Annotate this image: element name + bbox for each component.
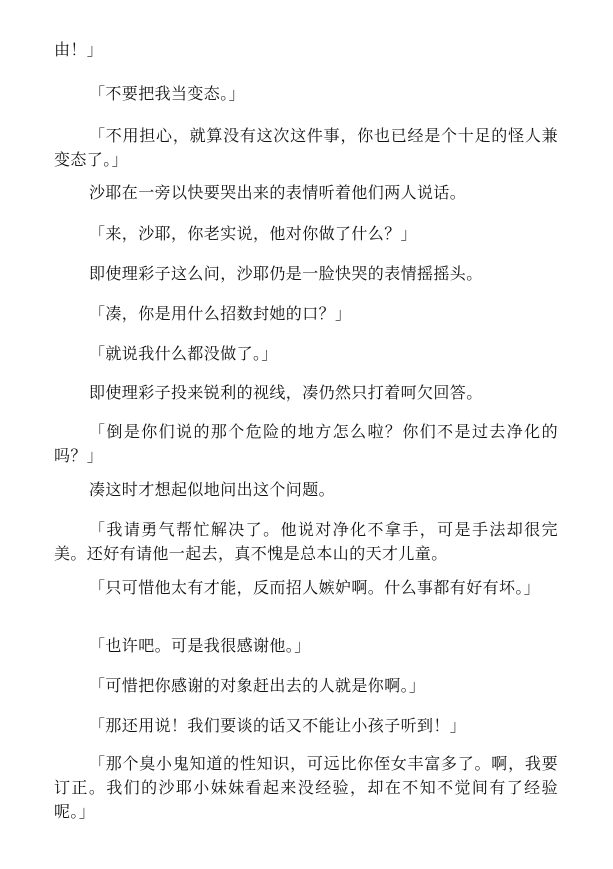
paragraph-15: 「可惜把你感谢的对象赶出去的人就是你啊。」 <box>89 676 426 695</box>
paragraph-12: 「我请勇气帮忙解决了。他说对净化不拿手，可是手法却很完美。还好有请他一起去，真不愧是总本山的天才儿童。 <box>54 520 558 563</box>
paragraph-4: 沙耶在一旁以快要哭出来的表情听着他们两人说话。 <box>89 183 467 202</box>
paragraph-6: 即使理彩子这么问，沙耶仍是一脸快哭的表情摇摇头。 <box>89 264 483 283</box>
paragraph-1: 由！」 <box>54 40 104 59</box>
paragraph-13: 「只可惜他太有才能，反而招人嫉妒啊。什么事都有好有坏。」 <box>89 578 541 597</box>
paragraph-10: 「倒是你们说的那个危险的地方怎么啦？你们不是过去净化的吗？」 <box>54 422 558 465</box>
paragraph-2: 「不要把我当变态。」 <box>89 84 246 103</box>
paragraph-14: 「也许吧。可是我很感谢他。」 <box>89 636 311 655</box>
paragraph-16: 「那还用说！我们要谈的话又不能让小孩子听到！」 <box>89 716 467 735</box>
paragraph-9: 即使理彩子投来锐利的视线，凑仍然只打着呵欠回答。 <box>89 383 483 402</box>
paragraph-5: 「来，沙耶，你老实说，他对你做了什么？」 <box>89 224 418 243</box>
paragraph-8: 「就说我什么都没做了。」 <box>89 344 278 363</box>
paragraph-17: 「那个臭小鬼知道的性知识，可远比你侄女丰富多了。啊，我要订正。我们的沙耶小妹妹看起来没经验，却在不知不觉间有了经验呢。」 <box>54 754 558 821</box>
paragraph-3: 「不用担心，就算没有这次这件事，你也已经是个十足的怪人兼变态了。」 <box>54 126 558 169</box>
paragraph-7: 「凑，你是用什么招数封她的口？」 <box>89 304 352 323</box>
paragraph-11: 凑这时才想起似地问出这个问题。 <box>89 480 336 499</box>
